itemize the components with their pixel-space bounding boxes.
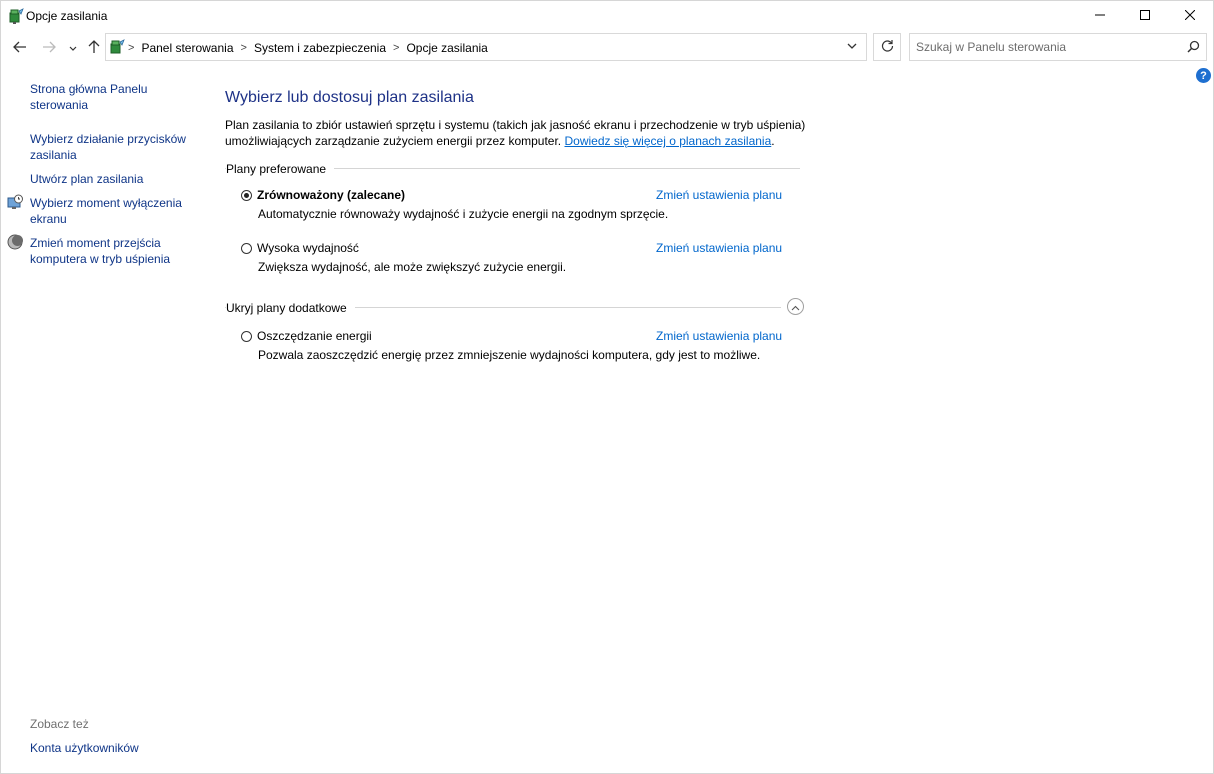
change-plan-settings-link[interactable]: Zmień ustawienia planu <box>656 188 783 202</box>
preferred-plans-header: Plany preferowane <box>226 162 334 176</box>
plan-description: Automatycznie równoważy wydajność i zużycie energii na zgodnym sprzęcie. <box>258 207 669 221</box>
collapse-additional-plans-button[interactable] <box>787 298 804 315</box>
breadcrumb-separator[interactable]: > <box>393 42 400 54</box>
forward-button[interactable] <box>39 38 59 58</box>
plan-balanced-radio[interactable] <box>241 190 252 201</box>
plan-name[interactable]: Zrównoważony (zalecane) <box>257 188 406 202</box>
hide-additional-plans-header[interactable]: Ukryj plany dodatkowe <box>226 301 355 315</box>
search-icon[interactable] <box>1187 40 1200 56</box>
breadcrumb <box>128 41 488 55</box>
address-dropdown-chevron-icon[interactable] <box>846 40 860 54</box>
control-panel-icon <box>109 39 125 58</box>
refresh-button[interactable] <box>873 33 901 61</box>
navigation-bar <box>1 32 1213 64</box>
chevron-up-icon <box>791 300 800 314</box>
search-box[interactable] <box>909 33 1207 61</box>
description-text: Plan zasilania to zbiór ustawień sprzętu i systemu (takich jak jasność ekranu i przechodzenie w tryb uśpienia) umożliwiających zarządzanie zużyciem energii przez komputer. <box>225 118 806 148</box>
breadcrumb-item-panel-sterowania[interactable]: Panel sterowania <box>141 41 234 55</box>
chevron-down-icon <box>69 41 77 55</box>
plan-name[interactable]: Oszczędzanie energii <box>257 329 372 343</box>
back-button[interactable] <box>10 38 30 58</box>
see-also-user-accounts-link[interactable]: Konta użytkowników <box>30 741 139 755</box>
help-icon[interactable]: ? <box>1196 68 1211 83</box>
breadcrumb-separator[interactable]: > <box>240 42 247 54</box>
sidebar-item-sleep[interactable]: Zmień moment przejścia komputera w tryb uśpienia <box>30 236 171 266</box>
learn-more-link[interactable]: Dowiedz się więcej o planach zasilania <box>564 134 772 148</box>
page-description <box>225 117 815 149</box>
plan-name[interactable]: Wysoka wydajność <box>257 241 359 255</box>
up-button[interactable] <box>84 38 104 58</box>
sidebar-item-display-off[interactable]: Wybierz moment wyłączenia ekranu <box>30 196 182 226</box>
sidebar <box>1 67 211 767</box>
sidebar-item-control-panel-home[interactable]: Strona główna Panelu sterowania <box>30 82 148 112</box>
minimize-button[interactable] <box>1077 1 1123 31</box>
page-title: Wybierz lub dostosuj plan zasilania <box>225 89 474 106</box>
breadcrumb-item-system[interactable]: System i zabezpieczenia <box>253 41 387 55</box>
search-input[interactable] <box>916 40 1178 54</box>
arrow-left-icon <box>13 41 27 56</box>
maximize-icon <box>1140 9 1150 23</box>
description-end: . <box>771 134 775 148</box>
change-plan-settings-link[interactable]: Zmień ustawienia planu <box>656 329 783 343</box>
breadcrumb-item-power-options[interactable]: Opcje zasilania <box>406 41 488 55</box>
sidebar-item-power-buttons[interactable]: Wybierz działanie przycisków zasilania <box>30 132 186 162</box>
minimize-icon <box>1095 9 1105 23</box>
arrow-right-icon <box>42 41 56 56</box>
close-icon <box>1185 9 1195 23</box>
sidebar-item-create-plan[interactable]: Utwórz plan zasilania <box>30 172 144 186</box>
close-button[interactable] <box>1167 1 1213 31</box>
see-also-heading: Zobacz też <box>30 717 89 731</box>
plan-high-performance-radio[interactable] <box>241 243 252 254</box>
window-title: Opcje zasilania <box>26 9 108 23</box>
title-bar <box>1 1 1213 31</box>
recent-locations-button[interactable] <box>63 38 83 58</box>
refresh-icon <box>881 39 894 55</box>
change-plan-settings-link[interactable]: Zmień ustawienia planu <box>656 241 783 255</box>
power-options-icon <box>8 8 24 24</box>
plan-power-saver-radio[interactable] <box>241 331 252 342</box>
address-bar[interactable] <box>105 33 867 61</box>
plan-description: Pozwala zaoszczędzić energię przez zmniejszenie wydajności komputera, gdy jest to możliwe. <box>258 348 761 362</box>
display-clock-icon <box>7 194 23 210</box>
plan-description: Zwiększa wydajność, ale może zwiększyć zużycie energii. <box>258 260 567 274</box>
arrow-up-icon <box>88 40 100 57</box>
breadcrumb-separator[interactable]: > <box>128 42 135 54</box>
maximize-button[interactable] <box>1122 1 1168 31</box>
sleep-moon-icon <box>7 234 23 250</box>
